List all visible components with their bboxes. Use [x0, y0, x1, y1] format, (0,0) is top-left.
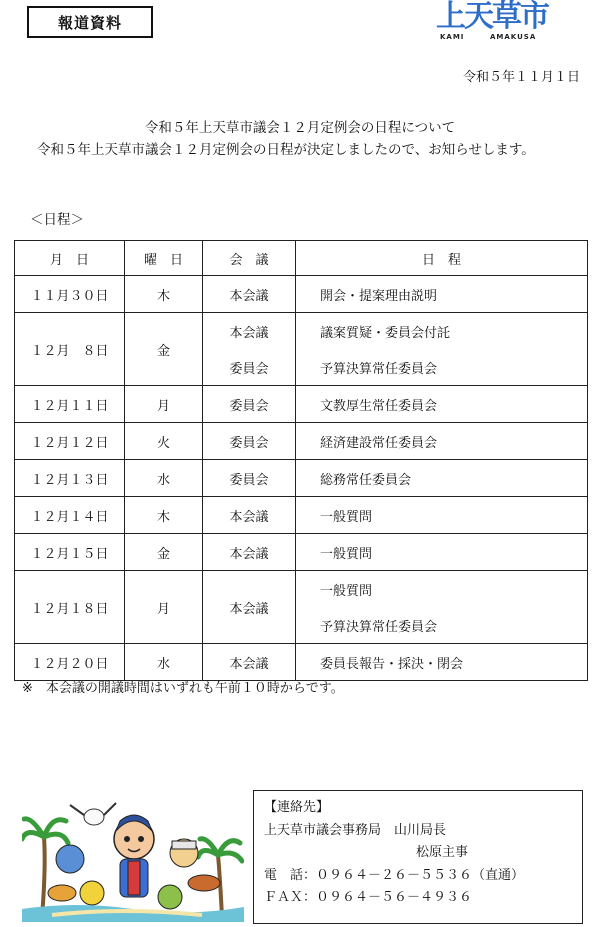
cell-meeting: [203, 497, 296, 534]
cell-day: [125, 313, 203, 386]
mascot-illustration: [22, 797, 244, 922]
cell-date-line: １２月１１日: [30, 398, 109, 414]
document-date: 令和５年１１月１日: [462, 70, 580, 85]
cell-day: [125, 460, 203, 497]
cell-date: [15, 644, 125, 681]
contact-heading: 【連絡先】: [264, 800, 330, 815]
cell-day-line: 水: [156, 656, 170, 672]
cell-date: [15, 276, 125, 313]
cell-date: [15, 571, 125, 644]
cell-schedule: [296, 534, 588, 571]
cell-date-line: １２月１２日: [30, 435, 109, 451]
cell-date-line: １２月２０日: [30, 656, 109, 672]
cell-day-line: 金: [156, 343, 170, 359]
cell-meeting-line: 委員会: [229, 472, 269, 488]
header-schedule: 日 程: [296, 241, 588, 276]
cell-meeting-line: 本会議: [229, 546, 269, 562]
logo-sub-amakusa: AMAKUSA: [490, 33, 537, 41]
cell-date-line: １２月 ８日: [30, 343, 109, 359]
cell-meeting: [203, 571, 296, 644]
cell-schedule: [296, 386, 588, 423]
cell-meeting-line: 本会議: [229, 288, 269, 304]
cell-meeting-line: 本会議: [229, 325, 269, 341]
cell-schedule: [296, 276, 588, 313]
cell-meeting: [203, 534, 296, 571]
cell-schedule: [296, 644, 588, 681]
schedule-heading: ＜日程＞: [30, 212, 84, 228]
cell-meeting: [203, 460, 296, 497]
cell-schedule-line: 予算決算常任委員会: [320, 619, 438, 635]
cell-meeting: [203, 276, 296, 313]
cell-day-line: 月: [156, 601, 170, 617]
document-title: 令和５年上天草市議会１２月定例会の日程について: [144, 120, 456, 136]
cell-schedule-line: 一般質問: [320, 546, 373, 562]
table-row: [15, 644, 588, 681]
cell-meeting-line: 本会議: [229, 509, 269, 525]
cell-schedule-line: 文教厚生常任委員会: [320, 398, 438, 414]
cell-date-line: １２月１４日: [30, 509, 109, 525]
cell-meeting-line: 委員会: [229, 435, 269, 451]
table-row: [15, 571, 588, 644]
cell-day-line: 火: [156, 435, 170, 451]
cell-schedule-line: 委員長報告・採決・閉会: [320, 656, 464, 672]
press-release-label: 報道資料: [27, 6, 153, 38]
table-row: [15, 497, 588, 534]
cell-day: [125, 386, 203, 423]
cell-meeting-line: 本会議: [229, 601, 269, 617]
cell-day-line: 木: [156, 509, 170, 525]
cell-schedule-line: 経済建設常任委員会: [320, 435, 438, 451]
city-logo: [436, 2, 572, 46]
cell-date: [15, 460, 125, 497]
cell-schedule-line: 予算決算常任委員会: [320, 361, 438, 377]
cell-date-line: １２月１８日: [30, 601, 109, 617]
table-row: [15, 534, 588, 571]
cell-date: [15, 313, 125, 386]
cell-day: [125, 497, 203, 534]
cell-day-line: 木: [156, 288, 170, 304]
table-row: [15, 313, 588, 386]
cell-date-line: １２月１５日: [30, 546, 109, 562]
cell-schedule: [296, 497, 588, 534]
cell-date-line: １１月３０日: [30, 288, 109, 304]
header-day: 曜 日: [125, 241, 203, 276]
schedule-table: [14, 240, 588, 681]
cell-day: [125, 644, 203, 681]
cell-schedule-line: 総務常任委員会: [320, 472, 412, 488]
contact-person: 松原主事: [416, 845, 469, 860]
table-row: [15, 423, 588, 460]
cell-schedule: [296, 460, 588, 497]
table-row: [15, 386, 588, 423]
table-header-row: [15, 241, 588, 276]
cell-schedule: [296, 571, 588, 644]
header-date: 月 日: [15, 241, 125, 276]
cell-schedule-line: 開会・提案理由説明: [320, 288, 438, 304]
cell-day-line: 水: [156, 472, 170, 488]
cell-meeting: [203, 423, 296, 460]
cell-schedule-line: 一般質問: [320, 509, 373, 525]
contact-fax: ＦＡＸ：０９６４－５６－４９３６: [264, 890, 473, 905]
mascot-icon: [22, 797, 244, 922]
cell-meeting: [203, 313, 296, 386]
cell-date-line: １２月１３日: [30, 472, 109, 488]
cell-day: [125, 534, 203, 571]
cell-meeting: [203, 644, 296, 681]
cell-day-line: 金: [156, 546, 170, 562]
footnote: ※ 本会議の開議時間はいずれも午前１０時からです。: [22, 681, 344, 696]
cell-schedule: [296, 423, 588, 460]
cell-meeting-line: 本会議: [229, 656, 269, 672]
cell-date: [15, 386, 125, 423]
contact-tel: 電 話：０９６４－２６－５５３６（直通）: [264, 867, 525, 883]
cell-meeting-line: 委員会: [229, 398, 269, 414]
logo-text: 上天草市: [436, 0, 548, 34]
cell-meeting-line: 委員会: [229, 361, 269, 377]
cell-date: [15, 534, 125, 571]
cell-meeting: [203, 386, 296, 423]
logo-sub-kami: KAMI: [440, 33, 465, 41]
cell-schedule: [296, 313, 588, 386]
cell-schedule-line: 一般質問: [320, 583, 373, 599]
cell-day: [125, 276, 203, 313]
cell-date: [15, 497, 125, 534]
header-meeting: 会 議: [203, 241, 296, 276]
table-row: [15, 460, 588, 497]
cell-day-line: 月: [156, 398, 170, 414]
intro-paragraph: 令和５年上天草市議会１２月定例会の日程が決定しましたので、お知らせします。: [37, 142, 535, 158]
cell-day: [125, 423, 203, 460]
cell-schedule-line: 議案質疑・委員会付託: [320, 325, 451, 341]
cell-day: [125, 571, 203, 644]
cell-date: [15, 423, 125, 460]
contact-box: [253, 790, 583, 924]
contact-org: 上天草市議会事務局 山川局長: [264, 822, 447, 838]
table-row: [15, 276, 588, 313]
